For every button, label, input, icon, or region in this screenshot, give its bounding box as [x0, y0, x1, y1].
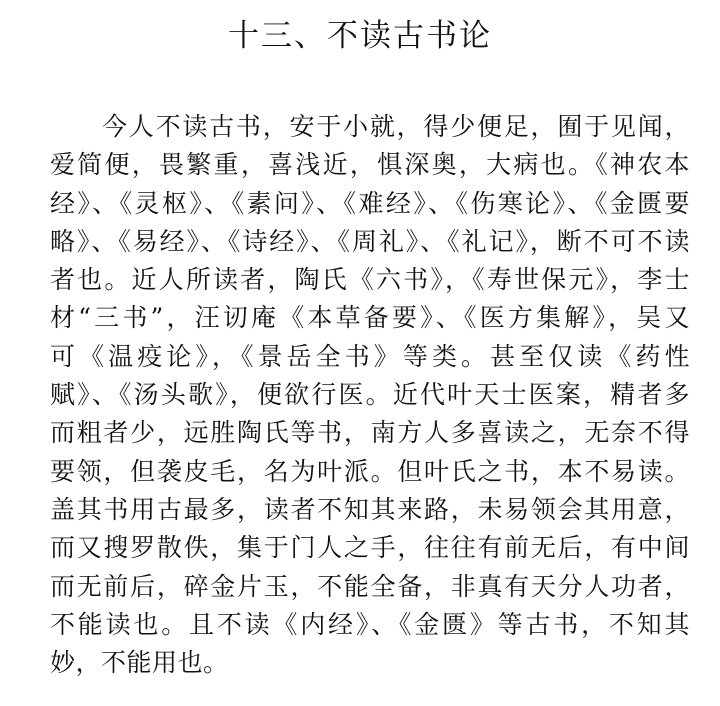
text-line-12: 而又搜罗散佚，集于门人之手，往往有前无后，有中间	[50, 533, 690, 563]
text-line-9: 而粗者少，远胜陶氏等书，南方人多喜读之，无奈不得	[50, 418, 690, 448]
text-line-11: 盖其书用古最多，读者不知其来路，未易领会其用意，	[50, 494, 690, 524]
text-line-13: 而无前后，碎金片玉，不能全备，非真有天分人功者，	[50, 571, 690, 601]
text-line-2: 爱简便，畏繁重，喜浅近，惧深奥，大病也。《神农本	[50, 150, 690, 180]
text-line-1: 今人不读古书，安于小就，得少便足，囿于见闻，	[102, 112, 690, 141]
text-line-14: 不能读也。且不读《内经》、《金匮》等古书，不知其	[50, 609, 690, 639]
text-line-3: 经》、《灵枢》、《素问》、《难经》、《伤寒论》、《金匮要	[50, 188, 690, 218]
section-title: 十三、不读古书论	[228, 18, 492, 54]
text-line-5: 者也。近人所读者，陶氏《六书》，《寿世保元》，李士	[50, 265, 690, 295]
text-line-6: 材“三书”，汪讱庵《本草备要》、《医方集解》，吴又	[50, 303, 690, 333]
text-line-8: 赋》、《汤头歌》，便欲行医。近代叶天士医案，精者多	[50, 380, 690, 410]
text-line-7: 可《温疫论》，《景岳全书》等类。甚至仅读《药性	[50, 341, 690, 371]
text-line-10: 要领，但袭皮毛，名为叶派。但叶氏之书，本不易读。	[50, 456, 690, 486]
body-paragraph	[50, 108, 690, 682]
text-line-15: 妙，不能用也。	[50, 648, 229, 678]
text-line-4: 略》、《易经》、《诗经》、《周礼》、《礼记》，断不可不读	[50, 226, 690, 256]
